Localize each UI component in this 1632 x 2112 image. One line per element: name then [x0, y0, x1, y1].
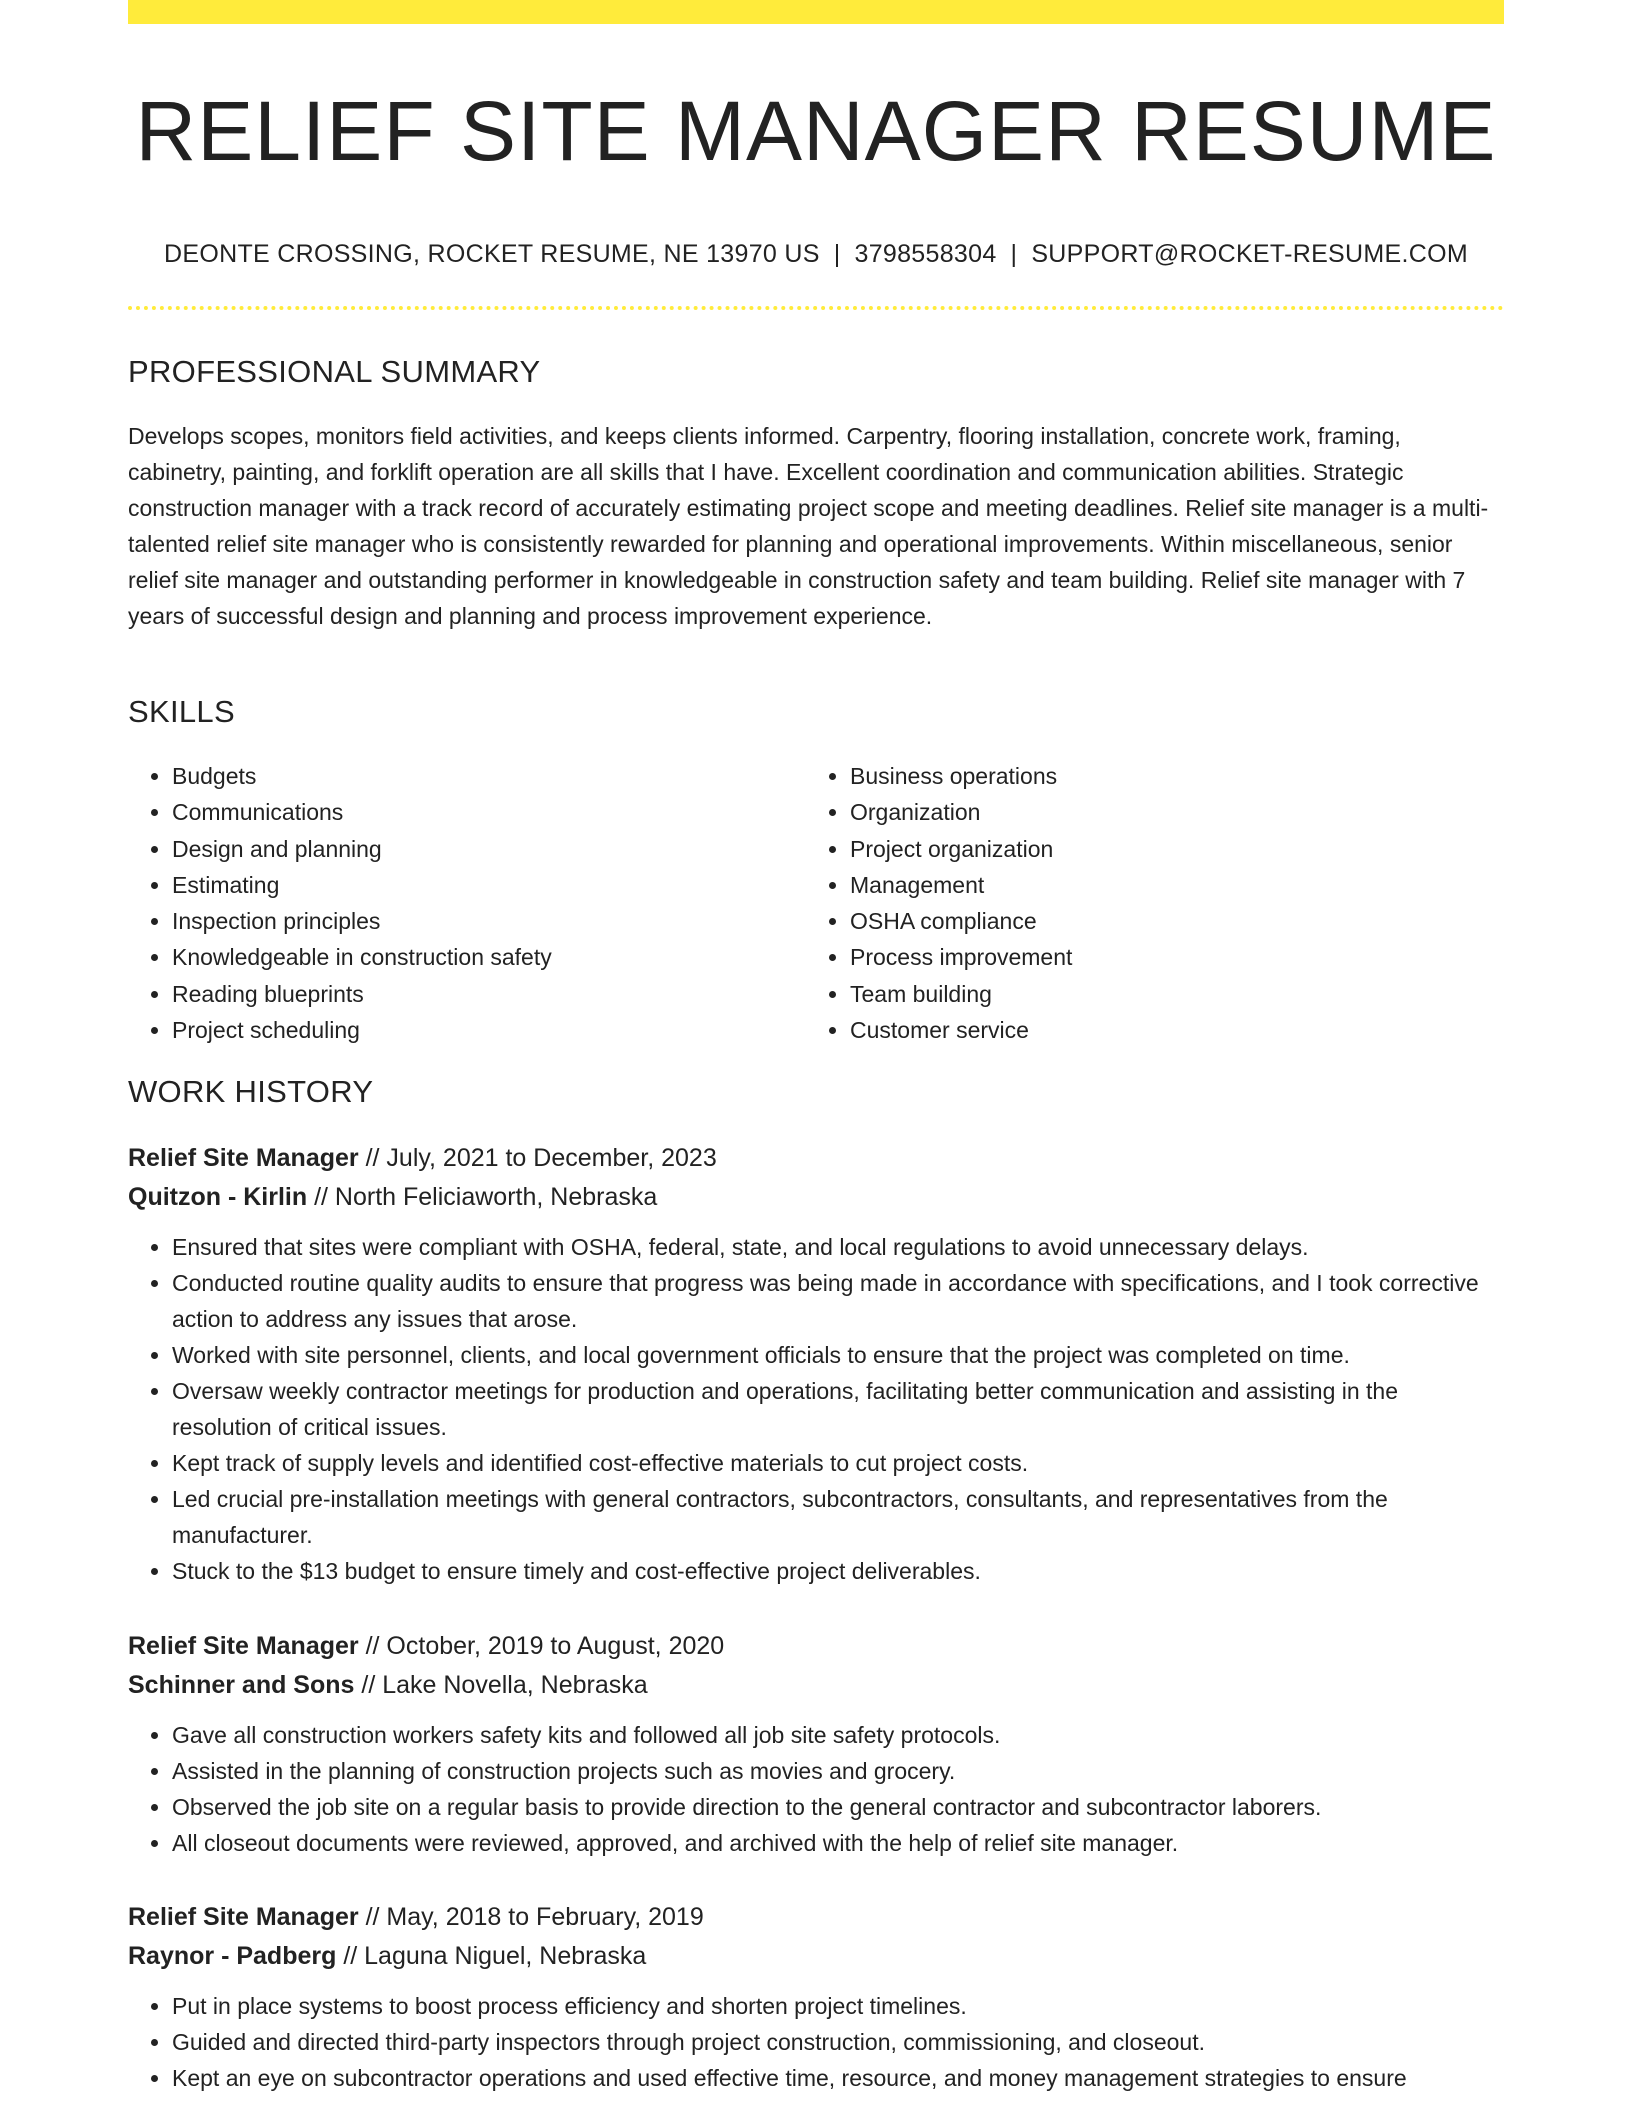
job-bullet: • Led crucial pre-installation meetings with general contractors, subcontractors, consultants, and representatives from the manufacturer. [172, 1481, 1504, 1553]
job-location: // North Feliciaworth, Nebraska [307, 1183, 658, 1211]
job-title-line [128, 1139, 1504, 1178]
skill-item: • Project organization [850, 831, 1484, 867]
job-company: Raynor - Padberg [128, 1942, 337, 1970]
job-company: Quitzon - Kirlin [128, 1183, 308, 1211]
skills-heading: SKILLS [128, 694, 235, 729]
job-title: Relief Site Manager [128, 1903, 359, 1931]
skill-item: • Estimating [172, 867, 806, 903]
skill-item: • Customer service [850, 1012, 1484, 1048]
job-company-line [128, 1178, 1504, 1217]
resume-title: RELIEF SITE MANAGER RESUME [135, 84, 1497, 178]
skill-item: • Project scheduling [172, 1012, 806, 1048]
skill-item: • Communications [172, 794, 806, 830]
skill-item: • Design and planning [172, 831, 806, 867]
contact-line [128, 236, 1504, 272]
job-bullet: • Assisted in the planning of construction projects such as movies and grocery. [172, 1753, 1504, 1789]
job-bullet: • Kept an eye on subcontractor operations and used effective time, resource, and money management strategies to ensure [172, 2060, 1504, 2096]
job-dates: // October, 2019 to August, 2020 [358, 1632, 725, 1660]
contact-address: DEONTE CROSSING, ROCKET RESUME, NE 13970 US [164, 240, 820, 268]
skills-column-left [128, 758, 806, 1048]
job-entry [128, 1627, 1504, 1861]
summary-heading: PROFESSIONAL SUMMARY [128, 354, 541, 389]
job-location: // Laguna Niguel, Nebraska [336, 1942, 647, 1970]
job-bullet: • All closeout documents were reviewed, approved, and archived with the help of relief site manager. [172, 1825, 1504, 1861]
job-bullets [128, 1717, 1504, 1861]
skill-item: • Team building [850, 976, 1484, 1012]
job-company-line [128, 1666, 1504, 1705]
job-dates: // May, 2018 to February, 2019 [358, 1903, 704, 1931]
job-title-line [128, 1627, 1504, 1666]
skill-item: • OSHA compliance [850, 903, 1484, 939]
job-bullet: • Put in place systems to boost process efficiency and shorten project timelines. [172, 1988, 1504, 2024]
contact-separator: | [833, 240, 841, 268]
job-title: Relief Site Manager [128, 1144, 359, 1172]
job-bullet: • Worked with site personnel, clients, and local government officials to ensure that the project was completed on time. [172, 1337, 1504, 1373]
skills-list [128, 758, 1504, 1048]
job-bullet: • Conducted routine quality audits to ensure that progress was being made in accordance with specifications, and I took corrective action to address any issues that arose. [172, 1265, 1504, 1337]
job-bullet: • Guided and directed third-party inspectors through project construction, commissioning, and closeout. [172, 2024, 1504, 2060]
job-bullets [128, 1988, 1504, 2096]
job-entry [128, 1898, 1504, 2096]
job-title-line [128, 1898, 1504, 1937]
job-bullet: • Oversaw weekly contractor meetings for production and operations, facilitating better communication and assisting in the resolution of critical issues. [172, 1373, 1504, 1445]
skill-item: • Reading blueprints [172, 976, 806, 1012]
top-accent-bar [128, 0, 1504, 24]
skill-item: • Management [850, 867, 1484, 903]
job-company: Schinner and Sons [128, 1671, 355, 1699]
skills-column-right [806, 758, 1484, 1048]
skill-item: • Inspection principles [172, 903, 806, 939]
skill-item: • Process improvement [850, 939, 1484, 975]
skill-item: • Knowledgeable in construction safety [172, 939, 806, 975]
contact-separator: | [1010, 240, 1018, 268]
job-bullet: • Gave all construction workers safety kits and followed all job site safety protocols. [172, 1717, 1504, 1753]
job-bullet: • Ensured that sites were compliant with OSHA, federal, state, and local regulations to avoid unnecessary delays. [172, 1229, 1504, 1265]
skill-item: • Business operations [850, 758, 1484, 794]
job-bullet: • Observed the job site on a regular basis to provide direction to the general contractor and subcontractor laborers. [172, 1789, 1504, 1825]
contact-email: SUPPORT@ROCKET-RESUME.COM [1031, 240, 1468, 268]
job-bullet: • Stuck to the $13 budget to ensure timely and cost-effective project deliverables. [172, 1553, 1504, 1589]
dotted-divider [128, 306, 1504, 310]
contact-phone: 3798558304 [854, 240, 997, 268]
job-company-line [128, 1937, 1504, 1976]
job-entry [128, 1139, 1504, 1589]
job-bullet: • Kept track of supply levels and identified cost-effective materials to cut project costs. [172, 1445, 1504, 1481]
skill-item: • Budgets [172, 758, 806, 794]
summary-text: Develops scopes, monitors field activities, and keeps clients informed. Carpentry, flooring installation, concrete work, framing, cabinetry, painting, and forklift operation are all skills that I have. Excellent coordination and communication abilities. Strategic construction manager with a track record of accurately estimating project scope and meeting deadlines. Relief site manager is a multi-talented relief site manager who is consistently rewarded for planning and operational improvements. Within miscellaneous, senior relief site manager and outstanding performer in knowledgeable in construction safety and team building. Relief site manager with 7 years of successful design and planning and process improvement experience. [128, 423, 1489, 629]
job-bullets [128, 1229, 1504, 1589]
job-location: // Lake Novella, Nebraska [354, 1671, 648, 1699]
job-title: Relief Site Manager [128, 1632, 359, 1660]
job-dates: // July, 2021 to December, 2023 [358, 1144, 717, 1172]
skill-item: • Organization [850, 794, 1484, 830]
work-history-heading: WORK HISTORY [128, 1074, 374, 1109]
